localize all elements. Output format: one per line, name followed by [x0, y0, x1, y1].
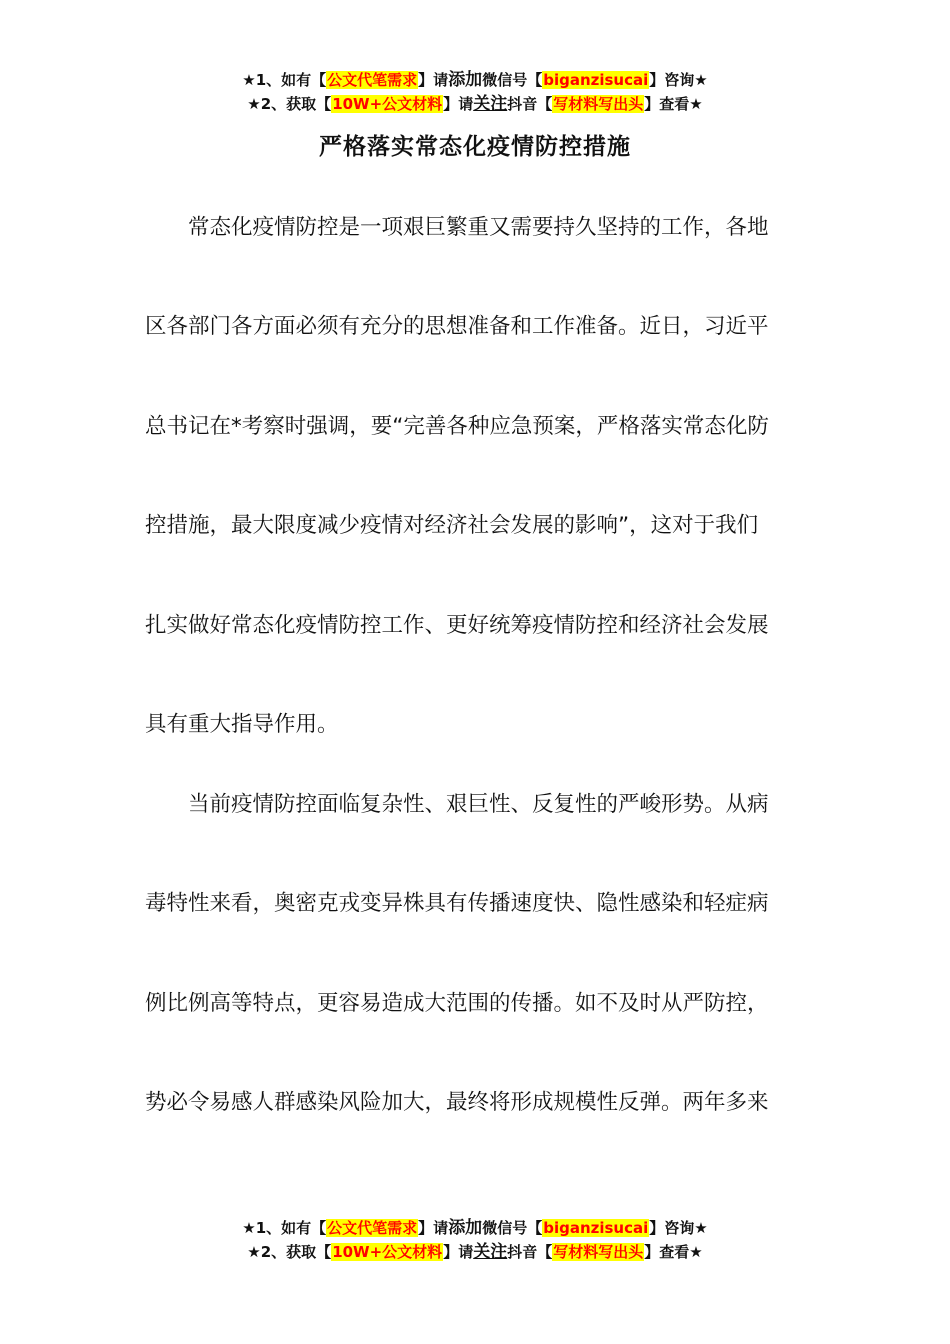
promo-highlight: biganzisucai — [543, 71, 649, 89]
promo-highlight: 公文代笔需求 — [327, 1219, 418, 1237]
promo-text: 】请 — [443, 1243, 474, 1261]
promo-emphasis: 关注 — [473, 1242, 508, 1262]
promo-highlight: 写材料写出头 — [553, 1243, 644, 1261]
promo-text: 】查看★ — [644, 95, 703, 113]
body-line: 势必令易感人群感染风险加大，最终将形成规模性反弹。两年多来 — [145, 1090, 769, 1115]
promo-emphasis: 添加 — [448, 70, 483, 90]
promo-text: 】请 — [443, 95, 474, 113]
promo-text: ★1、如有【 — [242, 1219, 327, 1237]
promo-highlight: biganzisucai — [543, 1219, 649, 1237]
promo-footer — [0, 1216, 950, 1264]
promo-text: ★1、如有【 — [242, 71, 327, 89]
body-line: 毒特性来看，奥密克戎变异株具有传播速度快、隐性感染和轻症病 — [145, 891, 769, 916]
body-line: 控措施，最大限度减少疫情对经济社会发展的影响”，这对于我们 — [145, 513, 759, 538]
promo-text: 】请 — [418, 71, 449, 89]
promo-text: 微信号【 — [482, 71, 543, 89]
promo-emphasis: 添加 — [448, 1218, 483, 1238]
promo-highlight: 公文代笔需求 — [327, 71, 418, 89]
promo-text: ★2、获取【 — [247, 95, 332, 113]
promo-text: 抖音【 — [507, 95, 553, 113]
promo-line-1 — [0, 68, 950, 92]
promo-line-2 — [0, 1240, 950, 1264]
promo-text: 微信号【 — [482, 1219, 543, 1237]
promo-text: 】咨询★ — [649, 1219, 708, 1237]
promo-line-2 — [0, 92, 950, 116]
promo-text: 】请 — [418, 1219, 449, 1237]
promo-highlight: 10W+公文材料 — [332, 95, 443, 113]
body-line: 例比例高等特点，更容易造成大范围的传播。如不及时从严防控， — [145, 991, 769, 1016]
body-line: 具有重大指导作用。 — [145, 712, 339, 737]
body-line: 区各部门各方面必须有充分的思想准备和工作准备。近日，习近平 — [145, 314, 769, 339]
promo-text: 】咨询★ — [649, 71, 708, 89]
body-line: 当前疫情防控面临复杂性、艰巨性、反复性的严峻形势。从病 — [188, 792, 769, 817]
promo-highlight: 写材料写出头 — [553, 95, 644, 113]
promo-header — [0, 68, 950, 116]
promo-text: 抖音【 — [507, 1243, 553, 1261]
promo-emphasis: 关注 — [473, 94, 508, 114]
body-line: 常态化疫情防控是一项艰巨繁重又需要持久坚持的工作，各地 — [188, 215, 769, 240]
promo-text: 】查看★ — [644, 1243, 703, 1261]
promo-text: ★2、获取【 — [247, 1243, 332, 1261]
document-title: 严格落实常态化疫情防控措施 — [319, 134, 631, 160]
body-line: 总书记在*考察时强调，要“完善各种应急预案，严格落实常态化防 — [145, 414, 769, 439]
body-line: 扎实做好常态化疫情防控工作、更好统筹疫情防控和经济社会发展 — [145, 613, 769, 638]
promo-line-1 — [0, 1216, 950, 1240]
promo-highlight: 10W+公文材料 — [332, 1243, 443, 1261]
